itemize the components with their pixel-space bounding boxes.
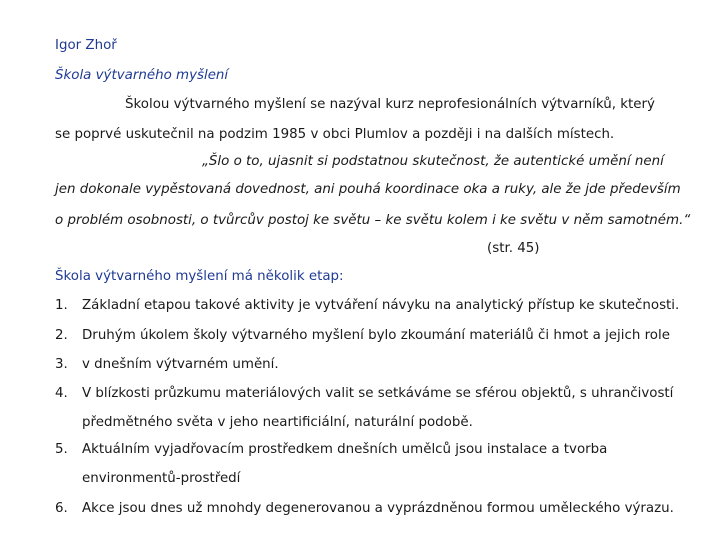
list-item-text: Základní etapou takové aktivity je vytváření návyku na analytický přístup ke skutečnosti. (82, 298, 680, 313)
list-item-number: 1. (55, 298, 68, 313)
list-item-number: 5. (55, 442, 68, 457)
intro-line-2: se poprvé uskutečnil na podzim 1985 v obci Plumlov a později i na dalších místech. (55, 127, 615, 142)
stages-heading: Škola výtvarného myšlení má několik etap: (55, 269, 344, 284)
document-title: Škola výtvarného myšlení (55, 68, 229, 83)
list-item-text: Aktuálním vyjadřovacím prostředkem dnešních umělců jsou instalace a tvorba (82, 442, 608, 457)
list-item-number: 3. (55, 357, 68, 372)
list-item-number: 2. (55, 328, 68, 343)
quote-line-3: o problém osobnosti, o tvůrcův postoj ke světu – ke světu kolem i ke světu v něm samotném.“ (55, 213, 691, 228)
list-item-text-continued: environmentů-prostředí (82, 471, 241, 486)
list-item-text: Akce jsou dnes už mnohdy degenerovanou a vyprázdněnou formou uměleckého výrazu. (82, 501, 674, 516)
quote-line-1: „Šlo o to, ujasnit si podstatnou skutečnost, že autentické umění není (202, 154, 664, 169)
list-item-number: 6. (55, 501, 68, 516)
list-item-number: 4. (55, 386, 68, 401)
quote-line-2: jen dokonale vypěstovaná dovednost, ani pouhá koordinace oka a ruky, ale že jde především (55, 182, 681, 197)
list-item-text: V blízkosti průzkumu materiálových valit se setkáváme se sférou objektů, s uhrančivostí (82, 386, 674, 401)
list-item-text: v dnešním výtvarném umění. (82, 357, 279, 372)
author-name: Igor Zhoř (55, 38, 117, 53)
list-item-text-continued: předmětného světa v jeho neartificiální, naturální podobě. (82, 415, 473, 430)
intro-line-1: Školou výtvarného myšlení se nazýval kurz neprofesionálních výtvarníků, který (125, 97, 655, 112)
list-item-text: Druhým úkolem školy výtvarného myšlení bylo zkoumání materiálů či hmot a jejich role (82, 328, 670, 343)
quote-citation: (str. 45) (487, 241, 540, 256)
